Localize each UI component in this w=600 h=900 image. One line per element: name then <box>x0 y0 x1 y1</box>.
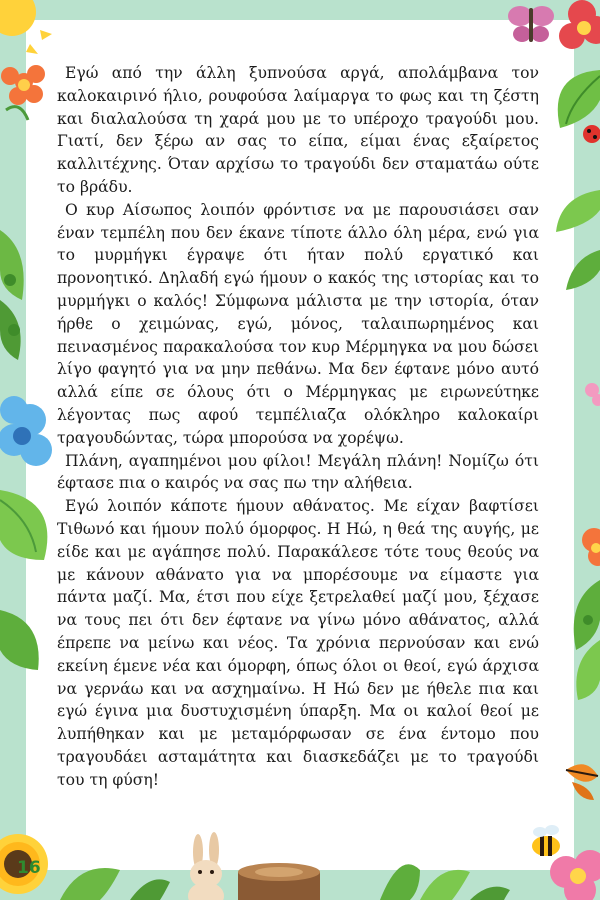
paragraph: Πλάνη, αγαπημένοι μου φίλοι! Μεγάλη πλάνη! Νομίζω ότι έφτασε πια ο καιρός να σας πω την αλήθεια. <box>57 451 539 493</box>
leaf-icon <box>574 580 600 700</box>
butterfly-icon <box>566 764 598 800</box>
page-number: 16 <box>17 858 41 878</box>
sun-icon <box>0 0 52 54</box>
flower-icon <box>550 850 600 900</box>
leaf-icon <box>556 190 600 290</box>
paragraph: Ο κυρ Αίσωπος λοιπόν φρόντισε να με παρουσιάσει σαν έναν τεμπέλη που δεν έκανε τίποτε άλλο όλη μέρα, ενώ για το μυρμήγκι έγραψε ότι ήταν πολύ εργατικό και προνοητικό. Δηλαδή εγώ ήμουν ο κακός της ιστορίας και το μυρμήγκι ο καλός! Σύμφωνα μάλιστα με την ιστορία, όταν ήρθε ο χειμώνας, εγώ, μόνος, ταλαιπωρημένος και πεινασμένος παρακαλούσα τον κυρ Μέρμηγκα να μου δώσει λίγο φαγητό για να μην πεθάνω. Μα δεν έφτανε μόνο αυτό αλλά είπε σε όλους ότι ο Μέρμηγκας με ειρωνεύτηκε λέγοντας πως αφού τεμπέλιαζα ολόκληρο καλοκαίρι τραγουδώντας, τώρα μπορούσα να χορέψω. <box>57 200 539 447</box>
leaf-icon <box>0 230 24 360</box>
paragraph: Εγώ από την άλλη ξυπνούσα αργά, απολάμβανα τον καλοκαιρινό ήλιο, ρουφούσα λαίμαργα το φως και τη ζέστη και διαλαλούσα τη χαρά μου με το υπέροχο τραγούδι μου. Γιατί, δεν ξέρω αν σας το είπα, είμαι ένας εξαίρετος καλλιτέχνης. Όταν αρχίσω το τραγούδι δεν σταματάω ούτε το βράδυ. <box>57 64 539 196</box>
flower-icon <box>582 528 600 566</box>
flower-icon <box>0 396 52 466</box>
story-text <box>57 62 539 792</box>
flower-icon <box>559 0 600 49</box>
rabbit-icon <box>188 832 224 900</box>
flower-icon <box>585 383 600 406</box>
paragraph: Εγώ λοιπόν κάποτε ήμουν αθάνατος. Με είχαν βαφτίσει Τιθωνό και ήμουν πολύ όμορφος. Η Ηώ, η θεά της αυγής, με είδε και με αγάπησε πολύ. Παρακάλεσε τότε τους θεούς να με κάνουν αθάνατο για να μπορέσουμε να είμαστε για πάντα μαζί. Μα, έτσι που είχε ξετρελαθεί μαζί μου, ξέχασε να τους πει ότι δεν έφτανε να γίνω μόνο αθάνατος, αλλά έπρεπε να μείνω και νέος. Τα χρόνια περνούσαν και ενώ εκείνη έμενε νέα και όμορφη, όπως όλοι οι θεοί, εγώ άρχισα να γερνάω και να ασχημαίνω. Η Ηώ δεν με ήθελε πια και εγώ έγινα μια δυστυχισμένη ύπαρξη. Μα οι καλοί θεοί με λυπήθηκαν και με μεταμόρφωσαν σε ένα έντομο που τραγουδάει ασταμάτητα και διασκεδάζει με το τραγούδι του τη φύση! <box>57 497 539 789</box>
leaf-icon <box>0 490 47 670</box>
tree-stump-icon <box>238 863 320 900</box>
leaf-icon <box>558 70 600 128</box>
ladybug-icon <box>583 125 600 143</box>
bee-icon <box>532 825 560 856</box>
flower-icon <box>1 65 45 120</box>
butterfly-icon <box>508 6 554 42</box>
